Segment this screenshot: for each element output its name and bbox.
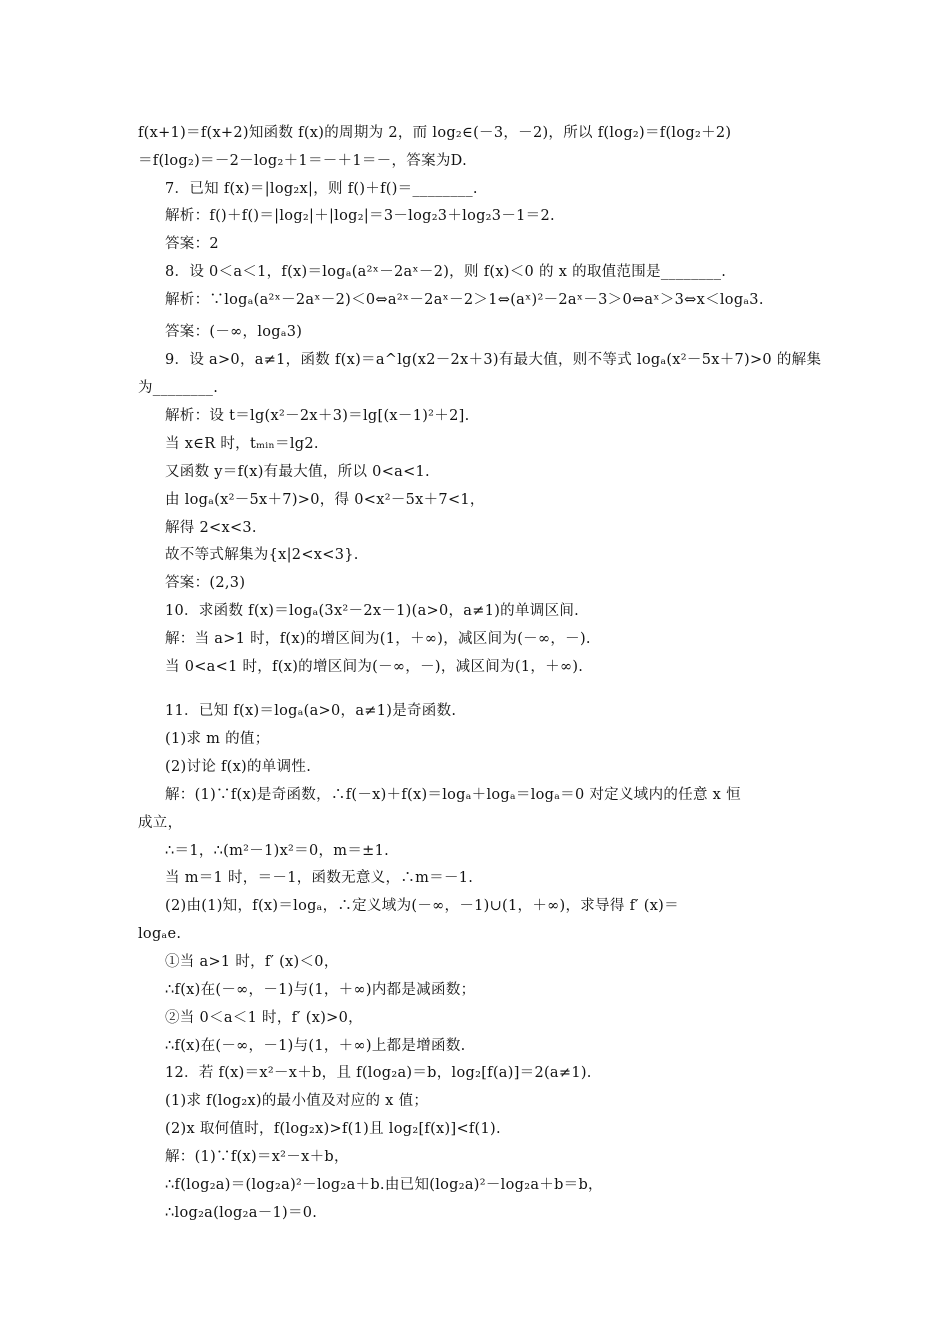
- text-line: 8．设 0＜a＜1，f(x)＝logₐ(a²ˣ－2aˣ－2)，则 f(x)＜0 的 x 的取值范围是________.: [165, 264, 727, 280]
- text-line: 解得 2<x<3.: [165, 520, 257, 536]
- text-line: 解：(1)∵f(x)＝x²－x＋b，: [165, 1149, 349, 1165]
- text-line: (1)求 m 的值；: [165, 731, 270, 747]
- text-line: ∴log₂a(log₂a－1)＝0.: [165, 1205, 318, 1221]
- text-line: 7．已知 f(x)＝|log₂x|，则 f()＋f()＝________.: [165, 181, 478, 197]
- text-line: 答案：(2,3): [165, 575, 246, 591]
- text-line: 解析：∵logₐ(a²ˣ－2aˣ－2)＜0⇔a²ˣ－2aˣ－2＞1⇔(aˣ)²－2aˣ－3＞0⇔aˣ＞3⇔x＜logₐ3.: [165, 292, 764, 308]
- text-line: 答案：(－∞，logₐ3): [165, 324, 303, 340]
- text-line: ∴f(x)在(－∞，－1)与(1，＋∞)内都是减函数；: [165, 982, 476, 998]
- text-line: 又函数 y＝f(x)有最大值，所以 0<a<1.: [165, 464, 430, 480]
- text-line: (2)由(1)知，f(x)＝logₐ，∴定义域为(－∞，－1)∪(1，＋∞)，求导得 f′ (x)＝: [165, 898, 679, 914]
- text-line: 答案：2: [165, 236, 219, 252]
- text-line: (1)求 f(log₂x)的最小值及对应的 x 值；: [165, 1093, 429, 1109]
- text-line: 成立，: [138, 815, 183, 831]
- text-line: 12．若 f(x)＝x²－x＋b，且 f(log₂a)＝b，log₂[f(a)]＝2(a≠1).: [165, 1065, 592, 1081]
- text-line: ∴＝1，∴(m²－1)x²＝0，m＝±1.: [165, 843, 390, 859]
- text-line: 解：当 a>1 时，f(x)的增区间为(1，＋∞)，减区间为(－∞，－).: [165, 631, 591, 647]
- text-line: ②当 0＜a＜1 时，f′ (x)>0，: [165, 1010, 363, 1026]
- text-line: 当 m＝1 时，＝－1，函数无意义，∴m＝－1.: [165, 870, 474, 886]
- text-line: ∴f(log₂a)＝(log₂a)²－log₂a＋b.由已知(log₂a)²－log₂a＋b＝b，: [165, 1177, 603, 1193]
- text-line: ∴f(x)在(－∞，－1)与(1，＋∞)上都是增函数.: [165, 1038, 466, 1054]
- text-line: (2)讨论 f(x)的单调性.: [165, 759, 312, 775]
- text-line: 故不等式解集为{x|2<x<3}.: [165, 547, 359, 563]
- text-line: 当 x∈R 时，tₘᵢₙ＝lg2.: [165, 436, 319, 452]
- text-line: f(x+1)＝f(x+2)知函数 f(x)的周期为 2，而 log₂∈(－3，－2)，所以 f(log₂)＝f(log₂＋2): [138, 125, 732, 141]
- text-line: 解：(1)∵f(x)是奇函数，∴f(－x)＋f(x)＝logₐ＋logₐ＝logₐ＝0 对定义域内的任意 x 恒: [165, 787, 741, 803]
- text-line: 10．求函数 f(x)＝logₐ(3x²－2x－1)(a>0，a≠1)的单调区间.: [165, 603, 580, 619]
- text-line: 9．设 a>0，a≠1，函数 f(x)＝a^lg(x2－2x＋3)有最大值，则不等式 logₐ(x²－5x＋7)>0 的解集: [165, 352, 822, 368]
- text-line: logₐe.: [138, 926, 182, 942]
- text-line: 11．已知 f(x)＝logₐ(a>0，a≠1)是奇函数.: [165, 703, 457, 719]
- text-line: 解析：设 t＝lg(x²－2x＋3)＝lg[(x－1)²＋2].: [165, 408, 470, 424]
- text-line: (2)x 取何值时，f(log₂x)>f(1)且 log₂[f(x)]<f(1).: [165, 1121, 501, 1137]
- text-line: ＝f(log₂)＝－2－log₂＋1＝－＋1＝－，答案为D.: [138, 153, 467, 169]
- text-line: ①当 a>1 时，f′ (x)＜0，: [165, 954, 339, 970]
- text-line: 由 logₐ(x²－5x＋7)>0，得 0<x²－5x＋7<1，: [165, 492, 485, 508]
- text-line: 解析：f()＋f()＝|log₂|＋|log₂|＝3－log₂3＋log₂3－1＝2.: [165, 208, 555, 224]
- text-line: 当 0<a<1 时，f(x)的增区间为(－∞，－)，减区间为(1，＋∞).: [165, 659, 584, 675]
- text-line: 为________.: [138, 380, 219, 396]
